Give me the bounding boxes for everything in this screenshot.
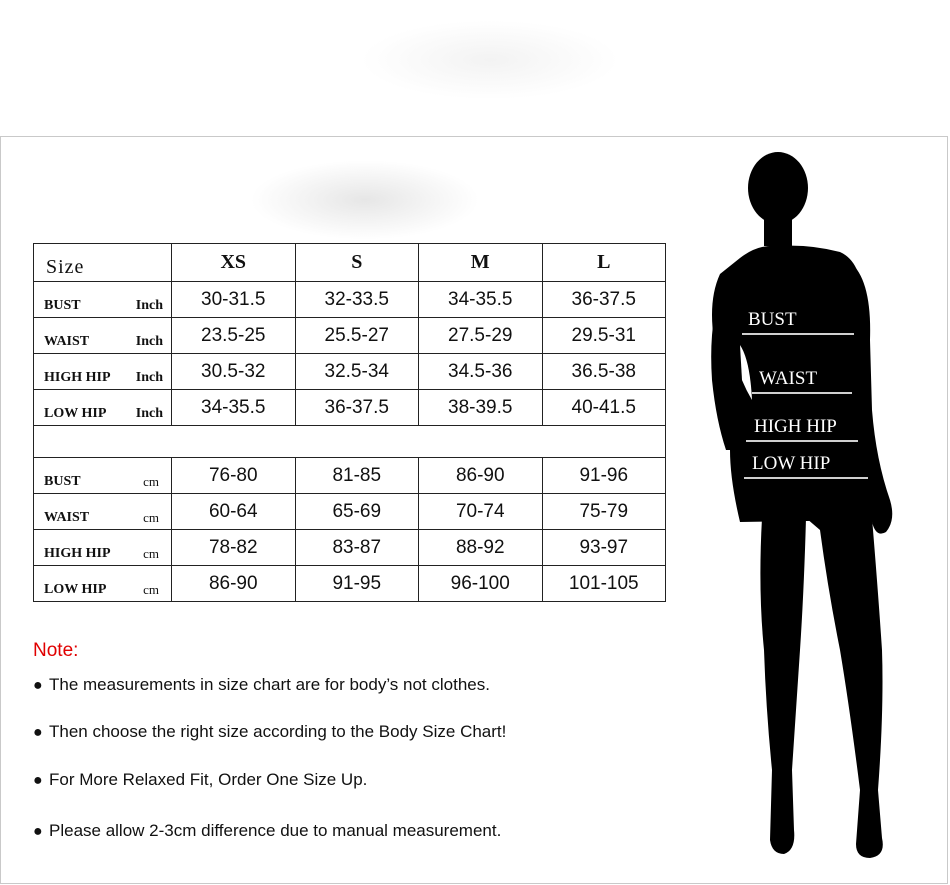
table-cell: 36-37.5 xyxy=(295,390,419,426)
table-cell: 40-41.5 xyxy=(542,390,666,426)
row-label: LOW HIP xyxy=(44,582,107,597)
high-hip-line xyxy=(746,440,858,442)
table-cell: 32-33.5 xyxy=(295,282,419,318)
note-item xyxy=(33,675,490,695)
size-table xyxy=(33,243,666,602)
table-row xyxy=(34,354,666,390)
top-smudge xyxy=(360,20,620,100)
table-row xyxy=(34,458,666,494)
row-unit: Inch xyxy=(135,298,163,313)
note-item xyxy=(33,770,367,790)
table-cell: 70-74 xyxy=(419,494,543,530)
row-unit: cm xyxy=(143,546,159,561)
size-header-m: M xyxy=(419,244,543,282)
note-text: Please allow 2-3cm difference due to manual measurement. xyxy=(49,821,502,840)
note-item xyxy=(33,722,506,742)
row-unit: Inch xyxy=(135,406,163,421)
figure-label-waist: WAIST xyxy=(759,368,818,389)
table-cell: 81-85 xyxy=(295,458,419,494)
row-label-cell xyxy=(34,494,172,530)
table-cell: 34.5-36 xyxy=(419,354,543,390)
table-row xyxy=(34,494,666,530)
table-cell: 32.5-34 xyxy=(295,354,419,390)
table-cell: 36-37.5 xyxy=(542,282,666,318)
table-cell: 91-96 xyxy=(542,458,666,494)
table-cell: 65-69 xyxy=(295,494,419,530)
table-cell: 29.5-31 xyxy=(542,318,666,354)
low-hip-line xyxy=(744,477,868,479)
table-cell: 76-80 xyxy=(172,458,296,494)
table-cell: 86-90 xyxy=(172,566,296,602)
table-cell: 34-35.5 xyxy=(419,282,543,318)
table-cell: 86-90 xyxy=(419,458,543,494)
table-spacer-row xyxy=(34,426,666,458)
size-header-l: L xyxy=(542,244,666,282)
table-cell: 88-92 xyxy=(419,530,543,566)
table-cell: 78-82 xyxy=(172,530,296,566)
bullet-icon: ● xyxy=(33,724,43,741)
row-unit: Inch xyxy=(135,370,163,385)
table-row xyxy=(34,390,666,426)
table-cell: 93-97 xyxy=(542,530,666,566)
row-label: BUST xyxy=(44,474,81,489)
row-label-cell xyxy=(34,282,172,318)
figure-label-high-hip: HIGH HIP xyxy=(754,416,837,437)
body-silhouette-icon xyxy=(700,150,910,862)
size-header-xs: XS xyxy=(172,244,296,282)
table-cell: 30-31.5 xyxy=(172,282,296,318)
note-title: Note: xyxy=(33,640,79,661)
row-unit: Inch xyxy=(135,334,163,349)
row-unit: cm xyxy=(143,510,159,525)
table-header-row xyxy=(34,244,666,282)
note-text: For More Relaxed Fit, Order One Size Up. xyxy=(49,770,368,789)
table-row xyxy=(34,318,666,354)
table-cell: 96-100 xyxy=(419,566,543,602)
table-cell: 25.5-27 xyxy=(295,318,419,354)
note-text: The measurements in size chart are for body’s not clothes. xyxy=(49,675,490,694)
row-label-cell xyxy=(34,354,172,390)
top-blank-area xyxy=(0,0,950,136)
size-header-label: Size xyxy=(34,244,172,282)
row-label-cell xyxy=(34,318,172,354)
table-cell: 23.5-25 xyxy=(172,318,296,354)
row-label: BUST xyxy=(44,298,81,313)
table-cell: 27.5-29 xyxy=(419,318,543,354)
row-unit: cm xyxy=(143,582,159,597)
note-text: Then choose the right size according to the Body Size Chart! xyxy=(49,722,507,741)
row-label: LOW HIP xyxy=(44,406,107,421)
figure-label-low-hip: LOW HIP xyxy=(752,453,831,474)
table-cell: 36.5-38 xyxy=(542,354,666,390)
table-cell: 30.5-32 xyxy=(172,354,296,390)
spacer-cell xyxy=(34,426,666,458)
row-label-cell xyxy=(34,566,172,602)
waist-line xyxy=(752,392,852,394)
size-header-s: S xyxy=(295,244,419,282)
table-cell: 60-64 xyxy=(172,494,296,530)
table-cell: 38-39.5 xyxy=(419,390,543,426)
bullet-icon: ● xyxy=(33,677,43,694)
row-label-cell xyxy=(34,530,172,566)
bust-line xyxy=(742,333,854,335)
row-label: WAIST xyxy=(44,510,90,525)
note-item xyxy=(33,821,501,841)
row-label-cell xyxy=(34,390,172,426)
table-cell: 101-105 xyxy=(542,566,666,602)
row-label: WAIST xyxy=(44,334,90,349)
row-label-cell xyxy=(34,458,172,494)
table-cell: 83-87 xyxy=(295,530,419,566)
row-unit: cm xyxy=(143,474,159,489)
bullet-icon: ● xyxy=(33,823,43,840)
mid-smudge xyxy=(250,160,480,240)
row-label: HIGH HIP xyxy=(44,546,111,561)
table-cell: 75-79 xyxy=(542,494,666,530)
row-label: HIGH HIP xyxy=(44,370,111,385)
table-row xyxy=(34,530,666,566)
bullet-icon: ● xyxy=(33,772,43,789)
table-cell: 34-35.5 xyxy=(172,390,296,426)
figure-label-bust: BUST xyxy=(748,309,797,330)
table-cell: 91-95 xyxy=(295,566,419,602)
table-row xyxy=(34,282,666,318)
table-row xyxy=(34,566,666,602)
